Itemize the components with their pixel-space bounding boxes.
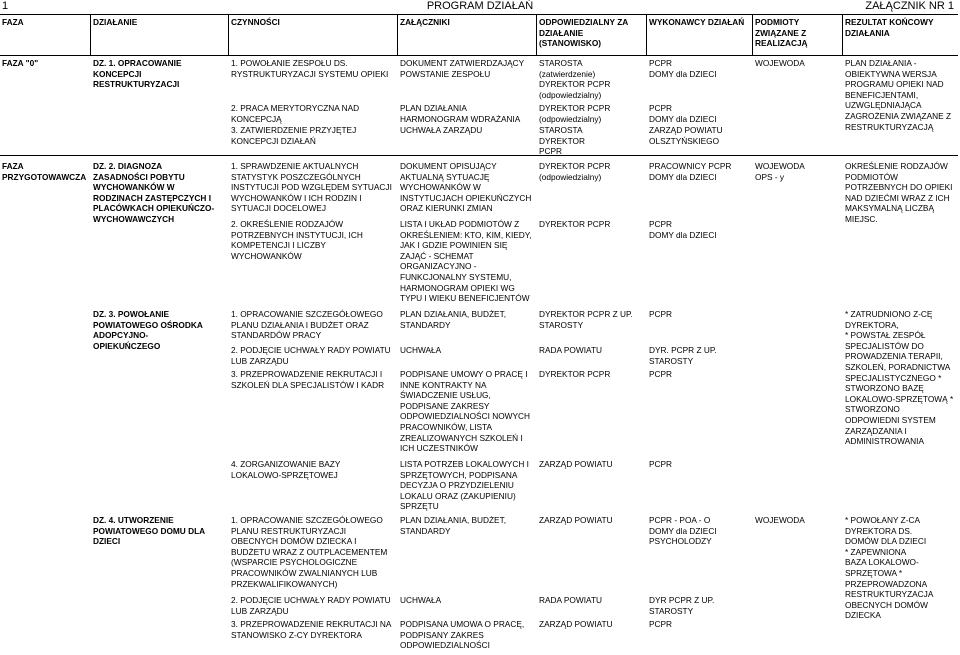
activity-cell: 2. PODJĘCIE UCHWAŁY RADY POWIATU LUB ZARZĄDU bbox=[231, 595, 391, 616]
responsible-cell: DYREKTOR PCPR bbox=[539, 219, 611, 229]
executors-cell: PCPR bbox=[649, 459, 673, 469]
responsible-cell: DYREKTOR PCPR (odpowiedzialny) bbox=[539, 161, 611, 182]
action-label: DZ. 2. DIAGNOZA ZASADNOŚCI POBYTU WYCHOWANKÓW W RODZINACH ZASTĘPCZYCH I PLACÓWKACH OPIEKUŃCZO- WYCHOWAWCZYCH bbox=[93, 161, 215, 224]
column-divider bbox=[842, 14, 843, 55]
header-activities: CZYNNOŚCI bbox=[231, 17, 280, 27]
header-bottom-border bbox=[0, 55, 958, 56]
responsible-cell: ZARZĄD POWIATU bbox=[539, 619, 613, 629]
attachment-cell: UCHWAŁA bbox=[400, 595, 442, 605]
column-divider bbox=[646, 14, 647, 55]
result-cell: * ZATRUDNIONO Z-CĘ DYREKTORA, * POWSTAŁ ZESPÓŁ SPECJALISTÓW DO PROWADZENIA TERAPII, SZKOLEŃ, PORADNICTWA SPECJALISTYCZNEGO * STWORZONO BAZĘ LOKALOWO-SPRZĘTOWĄ * STWORZONO ODPOWIEDNI SYSTEM ZARZĄDZANIA I ADMINISTROWANIA bbox=[845, 309, 954, 447]
action-label: DZ. 3. POWOŁANIE POWIATOWEGO OŚRODKA ADOPCYJNO- OPIEKUŃCZEGO bbox=[93, 309, 203, 351]
header-responsible: ODPOWIEDZIALNY ZA DZIAŁANIE (STANOWISKO) bbox=[539, 17, 629, 49]
column-divider bbox=[90, 14, 91, 55]
activity-cell: 1. OPRACOWANIE SZCZEGÓŁOWEGO PLANU RESTRUKTURYZACJI OBECNYCH DOMÓW DZIECKA I BUDŻETU WRAZ Z OUTPLACEMENTEM (WSPARCIE PSYCHOLOGICZNE PRACOWNIKÓW ZWALNIANYCH LUB PRZEKWALIFIKOWANYCH) bbox=[231, 515, 388, 589]
responsible-cell: RADA POWIATU bbox=[539, 595, 602, 605]
activity-cell: 4. ZORGANIZOWANIE BAZY LOKALOWO-SPRZĘTOWEJ bbox=[231, 459, 341, 480]
responsible-cell: DYREKTOR PCPR Z UP. STAROSTY bbox=[539, 309, 633, 330]
table-top-border bbox=[0, 14, 958, 15]
responsible-cell: DYREKTOR PCPR (odpowiedzialny) bbox=[539, 103, 611, 124]
phase-label: FAZA PRZYGOTOWAWCZA bbox=[2, 161, 87, 182]
responsible-cell: ZARZĄD POWIATU bbox=[539, 459, 613, 469]
attachment-cell: PODPISANE UMOWY O PRACĘ I INNE KONTRAKTY NA ŚWIADCZENIE USŁUG, PODPISANE ZAKRESY ODPOWIEDZIALNOŚCI NOWYCH PRACOWNIKÓW, LISTA ZREALIZOWANYCH SZKOLEŃ I ICH UCZESTNIKÓW bbox=[400, 369, 530, 454]
responsible-cell: STAROSTA DYREKTOR PCPR bbox=[539, 125, 585, 157]
activity-cell: 3. PRZEPROWADZENIE REKRUTACJI I SZKOLEŃ DLA SPECJALISTÓW I KADR bbox=[231, 369, 385, 390]
column-divider bbox=[536, 14, 537, 55]
responsible-cell: STAROSTA (zatwierdzenie) DYREKTOR PCPR (odpowiedzialny) bbox=[539, 58, 611, 100]
action-label: DZ. 1. OPRACOWANIE KONCEPCJI RESTRUKTURYZACJI bbox=[93, 58, 182, 90]
attachment-cell: PLAN DZIAŁANIA, BUDŻET, STANDARDY bbox=[400, 309, 507, 330]
executors-cell: PCPR bbox=[649, 369, 673, 379]
activity-cell: 1. OPRACOWANIE SZCZEGÓŁOWEGO PLANU DZIAŁANIA I BUDŻET ORAZ STANDARDÓW PRACY bbox=[231, 309, 383, 341]
column-divider bbox=[228, 14, 229, 55]
result-cell: * POWOŁANY Z-CA DYREKTORA DS. DOMÓW DLA DZIECI * ZAPEWNIONA BAZA LOKALOWO- SPRZĘTOWA * PRZEPROWADZONA RESTRUKTURYZACJA OBECNYCH DOMÓW DZIECKA bbox=[845, 515, 934, 621]
activity-cell: 2. OKREŚLENIE RODZAJÓW POTRZEBNYCH INSTYTUCJI, ICH KOMPETENCJI I LICZBY WYCHOWANKÓW bbox=[231, 219, 363, 261]
attachment-cell: UCHWAŁA bbox=[400, 345, 442, 355]
page-header bbox=[0, 0, 960, 14]
executors-cell: PCPR DOMY dla DZIECI bbox=[649, 103, 717, 124]
related-cell: WOJEWODA bbox=[755, 515, 805, 525]
activity-cell: 1. SPRAWDZENIE AKTUALNYCH STATYSTYK POSZCZEGÓLNYCH INSTYTUCJI POD WZGLĘDEM SYTUACJI WYCHOWANKÓW I ICH RODZIN I SYTUACJI DOCELOWEJ bbox=[231, 161, 392, 214]
activity-cell: 3. PRZEPROWADZENIE REKRUTACJI NA STANOWISKO Z-CY DYREKTORA bbox=[231, 619, 392, 640]
attachment-cell: LISTA POTRZEB LOKALOWYCH I SPRZĘTOWYCH, PODPISANA DECYZJA O PRZYDZIELENIU LOKALU ORAZ (ZAKUPIENIU) SPRZĘTU bbox=[400, 459, 529, 512]
column-divider bbox=[752, 14, 753, 55]
activity-cell: 2. PRACA MERYTORYCZNA NAD KONCEPCJĄ bbox=[231, 103, 360, 124]
phase-divider bbox=[0, 155, 958, 156]
header-related: PODMIOTY ZWIĄZANE Z REALIZACJĄ bbox=[755, 17, 808, 49]
executors-cell: PCPR bbox=[649, 619, 673, 629]
attachment-cell: PLAN DZIAŁANIA HARMONOGRAM WDRAŻANIA bbox=[400, 103, 521, 124]
executors-cell: PCPR bbox=[649, 309, 673, 319]
executors-cell: PCPR - POA - O DOMY dla DZIECI PSYCHOLODZY bbox=[649, 515, 717, 547]
related-cell: WOJEWODA bbox=[755, 58, 805, 68]
attachment-cell: UCHWAŁA ZARZĄDU bbox=[400, 125, 483, 135]
activity-cell: 3. ZATWIERDZENIE PRZYJĘTEJ KONCEPCJI DZIAŁAŃ bbox=[231, 125, 357, 146]
attachment-cell: PODPISANA UMOWA O PRACĘ, PODPISANY ZAKRES ODPOWIEDZIALNOŚCI bbox=[400, 619, 525, 651]
header-executors: WYKONAWCY DZIAŁAŃ bbox=[649, 17, 745, 27]
executors-cell: PCPR DOMY dla DZIECI bbox=[649, 58, 717, 79]
executors-cell: DYR PCPR Z UP. STAROSTY bbox=[649, 595, 715, 616]
executors-cell: ZARZĄD POWIATU OLSZTYŃSKIEGO bbox=[649, 125, 723, 146]
header-attachments: ZAŁĄCZNIKI bbox=[400, 17, 450, 27]
column-divider bbox=[397, 14, 398, 55]
executors-cell: PRACOWNICY PCPR DOMY dla DZIECI bbox=[649, 161, 732, 182]
phase-label: FAZA "0" bbox=[2, 58, 39, 68]
action-label: DZ. 4. UTWORZENIE POWIATOWEGO DOMU DLA DZIECI bbox=[93, 515, 206, 547]
header-phase: FAZA bbox=[2, 17, 24, 27]
page-title: PROGRAM DZIAŁAŃ bbox=[426, 0, 534, 12]
attachment-cell: DOKUMENT OPISUJĄCY AKTUALNĄ SYTUACJĘ WYCHOWANKÓW W INSTYTUCJACH OPIEKUŃCZYCH ORAZ KIERUNKI ZMIAN bbox=[400, 161, 532, 214]
executors-cell: DYR. PCPR Z UP. STAROSTY bbox=[649, 345, 717, 366]
related-cell: WOJEWODA OPS - y bbox=[755, 161, 805, 182]
attachment-cell: LISTA I UKŁAD PODMIOTÓW Z OKREŚLENIEM: KTO, KIM, KIEDY, JAK I GDZIE POWINIEN SIĘ ZAJĄĆ - SCHEMAT ORGANIZACYJNO - FUNKCJONALNY SYSTEMU, HARMONOGRAM OPIEKI WG TYPU I WIEKU BENEFICJENTÓW bbox=[400, 219, 532, 304]
responsible-cell: RADA POWIATU bbox=[539, 345, 602, 355]
responsible-cell: DYREKTOR PCPR bbox=[539, 369, 611, 379]
responsible-cell: ZARZĄD POWIATU bbox=[539, 515, 613, 525]
attachment-cell: PLAN DZIAŁANIA, BUDŻET, STANDARDY bbox=[400, 515, 507, 536]
header-result: REZULTAT KOŃCOWY DZIAŁANIA bbox=[845, 17, 934, 38]
header-action: DZIAŁANIE bbox=[93, 17, 138, 27]
attachment-cell: DOKUMENT ZATWIERDZAJĄCY POWSTANIE ZESPOŁU bbox=[400, 58, 525, 79]
attachment-label: ZAŁĄCZNIK NR 1 bbox=[865, 0, 954, 12]
result-cell: PLAN DZIAŁANIA - OBIEKTYWNA WERSJA PROGRAMU OPIEKI NAD BENEFICJENTAMI, UZWGLĘDNIAJĄCA ZAGROŻENIA ZWIĄZANE Z RESTRUKTURYZACJĄ bbox=[845, 58, 952, 132]
page-number: 1 bbox=[2, 0, 9, 12]
activity-cell: 1. POWOŁANIE ZESPOŁU DS. RYSTRUKTURYZACJI SYSTEMU OPIEKI bbox=[231, 58, 389, 79]
executors-cell: PCPR DOMY dla DZIECI bbox=[649, 219, 717, 240]
result-cell: OKREŚLENIE RODZAJÓW PODMIOTÓW POTRZEBNYCH DO OPIEKI NAD DZIEĆMI WRAZ Z ICH MAKSYMALNĄ LICZBĄ MIEJSC. bbox=[845, 161, 953, 224]
activity-cell: 2. PODJĘCIE UCHWAŁY RADY POWIATU LUB ZARZĄDU bbox=[231, 345, 391, 366]
